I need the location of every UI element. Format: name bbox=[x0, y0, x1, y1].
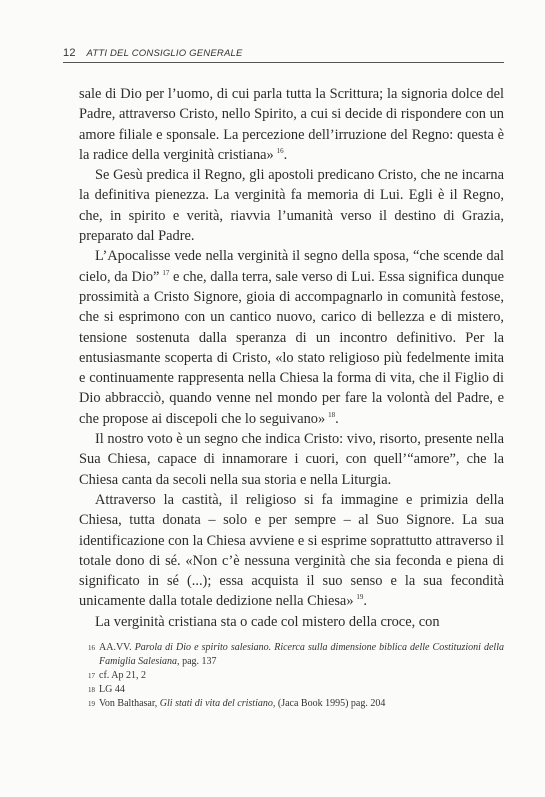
footnote-18 bbox=[79, 683, 504, 697]
footnote-number: 16 bbox=[88, 644, 95, 652]
footnote-ref-17[interactable]: 17 bbox=[162, 268, 170, 277]
footnote-author: Von Balthasar, bbox=[99, 698, 160, 709]
paragraph-1-end: . bbox=[283, 146, 288, 163]
paragraph-2 bbox=[79, 165, 504, 246]
footnote-title: Gli stati di vita del cristiano, bbox=[159, 698, 276, 709]
paragraph-5 bbox=[79, 490, 504, 612]
page-number: 12 bbox=[63, 47, 76, 59]
footnote-text: cf. Ap 21, 2 bbox=[99, 670, 146, 681]
paragraph-4-text: Il nostro voto è un segno che indica Cristo: vivo, risorto, presente nella Sua Chiesa, capace di innamorare i cuori, con quell’“amore”, che la Chiesa canta da secoli nella sua storia e nella Liturgia. bbox=[79, 431, 504, 488]
footnote-17 bbox=[79, 669, 504, 683]
paragraph-2-text: Se Gesù predica il Regno, gli apostoli predicano Cristo, che ne incarna la definitiva pienezza. La verginità fa memoria di Lui. Egli è il Regno, che, in spirito e verità, riavvia l’umanità verso il destino di Grazia, preparato dal Padre. bbox=[79, 167, 504, 245]
paragraph-5-text: Attraverso la castità, il religioso si fa immagine e primizia della Chiesa, tutta donata – solo e per sempre – al Suo Signore. La sua identificazione con la Chiesa avviene e si esprime soprattutto attraverso il totale dono di sé. «Non c’è nessuna verginità che sia feconda e piena di significato in sé (...); essa acquista il suo senso e la sua fecondità unicamente dalla totale dedizione nella Chiesa» bbox=[79, 491, 504, 610]
footnote-title: Parola di Dio e spirito salesiano. Ricerca sulla dimensione biblica delle Costituzioni della Famiglia Salesiana, bbox=[99, 642, 504, 667]
footnote-number: 18 bbox=[88, 686, 95, 694]
footnote-page: (Jaca Book 1995) pag. 204 bbox=[275, 698, 386, 709]
footnote-19 bbox=[79, 697, 504, 711]
running-title: ATTI DEL CONSIGLIO GENERALE bbox=[86, 48, 243, 59]
paragraph-3-text-a: L’Apocalisse vede nella verginità il segno della sposa, “che scende dal cielo, da Dio” bbox=[79, 248, 504, 285]
footnote-16 bbox=[79, 641, 504, 669]
footnote-author: AA.VV. bbox=[99, 642, 135, 653]
footnote-number: 19 bbox=[88, 700, 95, 708]
running-header bbox=[63, 47, 504, 63]
footnote-ref-18[interactable]: 18 bbox=[328, 410, 336, 419]
paragraph-3-end: . bbox=[335, 410, 339, 427]
paragraph-1 bbox=[79, 84, 504, 165]
paragraph-3 bbox=[79, 246, 504, 429]
paragraph-5-end: . bbox=[363, 593, 368, 610]
footnote-text: LG 44 bbox=[99, 684, 125, 695]
paragraph-1-text: sale di Dio per l’uomo, di cui parla tutta la Scrittura; la signoria dolce del Padre, attraverso Cristo, nello Spirito, a cui si decide di rispondere con un amore filiale e sponsale. La percezione dell’irruzione del Regno: questa è la radice della verginità cristiana» bbox=[79, 86, 504, 163]
paragraph-6 bbox=[79, 612, 504, 632]
body-text bbox=[79, 84, 504, 632]
footnote-text bbox=[99, 697, 504, 711]
paragraph-3-text-b: e che, dalla terra, sale verso di Lui. Essa significa dunque prossimità a Cristo Signore, gioia di accompagnarlo in comunità festose, che si esprimono con un cantico nuovo, carico di bellezza e di mistero, tensione sostenuta dalla speranza di un incontro definitivo. Per la entusiasmante scoperta di Cristo, «lo stato religioso più fedelmente imita e continuamente rappresenta nella Chiesa la forma di vita, che il Figlio di Dio abbracciò, quando venne nel mondo per fare la volontà del Padre, e che propose ai discepoli che lo seguivano» bbox=[79, 268, 504, 427]
footnote-text bbox=[99, 641, 504, 669]
paragraph-4 bbox=[79, 429, 504, 490]
footnote-number: 17 bbox=[88, 672, 95, 680]
footnotes bbox=[79, 641, 504, 711]
footnote-ref-19[interactable]: 19 bbox=[356, 593, 364, 602]
paragraph-6-text: La verginità cristiana sta o cade col mistero della croce, con bbox=[95, 613, 440, 630]
footnote-page: pag. 137 bbox=[179, 656, 217, 667]
footnote-ref-16[interactable]: 16 bbox=[276, 146, 284, 155]
